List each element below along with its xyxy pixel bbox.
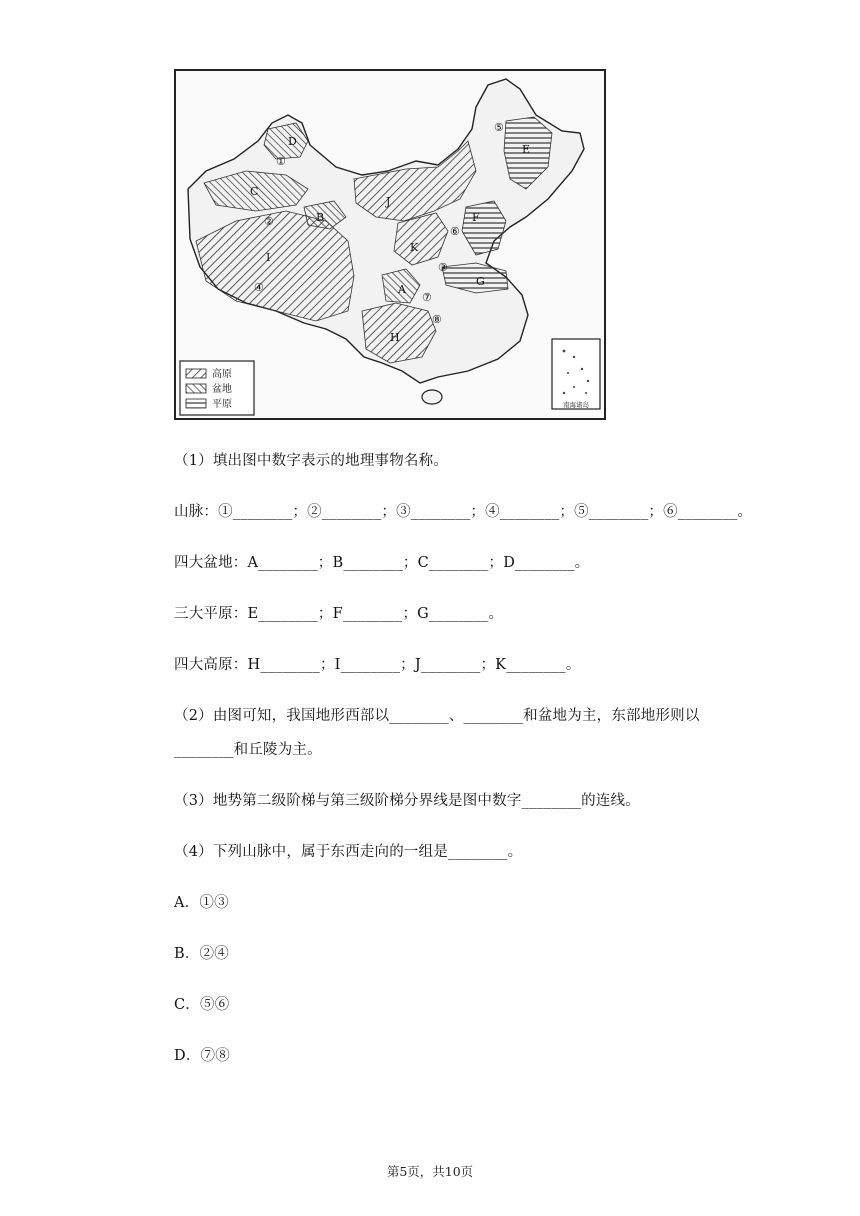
map-label-3: ③: [438, 261, 448, 274]
map-label-8: ⑧: [432, 313, 442, 326]
map-label-1: ①: [276, 155, 286, 168]
q4-prompt: （4）下列山脉中，属于东西走向的一组是________。: [174, 844, 523, 860]
map-label-J: J: [386, 195, 391, 208]
map-label-2: ②: [264, 215, 274, 228]
map-label-5: ⑤: [494, 121, 504, 134]
map-label-I: I: [266, 251, 271, 264]
legend-swatch-basin: [186, 384, 206, 393]
map-label-6: ⑥: [450, 225, 460, 238]
q4-option-a: A．①③: [174, 895, 229, 911]
south-china-sea-inset: [552, 339, 600, 409]
q4-option-d: D．⑦⑧: [174, 1048, 230, 1064]
map-label-K: K: [410, 241, 419, 254]
map-label-G: G: [476, 275, 485, 288]
hainan-island: [422, 390, 442, 404]
q4-option-c: C．⑤⑥: [174, 997, 230, 1013]
q3-text: （3）地势第二级阶梯与第三级阶梯分界线是图中数字________的连线。: [174, 793, 640, 809]
q1-plains: 三大平原：E________；F________；G________。: [174, 606, 504, 622]
legend-label-plateau: 高原: [212, 369, 232, 380]
legend-label-plain: 平原: [212, 399, 232, 410]
q2-line2: ________和丘陵为主。: [174, 742, 322, 758]
map-label-B: B: [316, 211, 325, 224]
legend-swatch-plain: [186, 399, 206, 408]
map-label-E: E: [522, 143, 531, 156]
map-label-C: C: [250, 185, 259, 198]
q2-line1: （2）由图可知，我国地形西部以________、________和盆地为主，东部地形则以: [174, 708, 700, 724]
map-label-H: H: [390, 331, 400, 344]
legend-swatch-plateau: [186, 369, 206, 378]
page-footer: 第5页，共10页: [386, 1164, 474, 1179]
q1-mountains: 山脉：①________；②________；③________；④________；⑤________；⑥________。: [174, 504, 753, 520]
inset-caption: 南海诸岛: [563, 401, 589, 409]
map-label-D: D: [288, 135, 297, 148]
q1-basins: 四大盆地：A________；B________；C________；D________。: [174, 555, 590, 571]
map-label-4: ④: [254, 281, 264, 294]
q4-option-b: B．②④: [174, 946, 229, 962]
map-label-7: ⑦: [422, 291, 432, 304]
legend-label-basin: 盆地: [212, 384, 232, 395]
map-label-F: F: [472, 211, 480, 224]
q1-prompt: （1）填出图中数字表示的地理事物名称。: [174, 453, 449, 469]
map-label-A: A: [398, 283, 406, 296]
china-terrain-map: [174, 69, 606, 420]
q1-plateaus: 四大高原：H________；I________；J________；K________。: [174, 657, 581, 673]
